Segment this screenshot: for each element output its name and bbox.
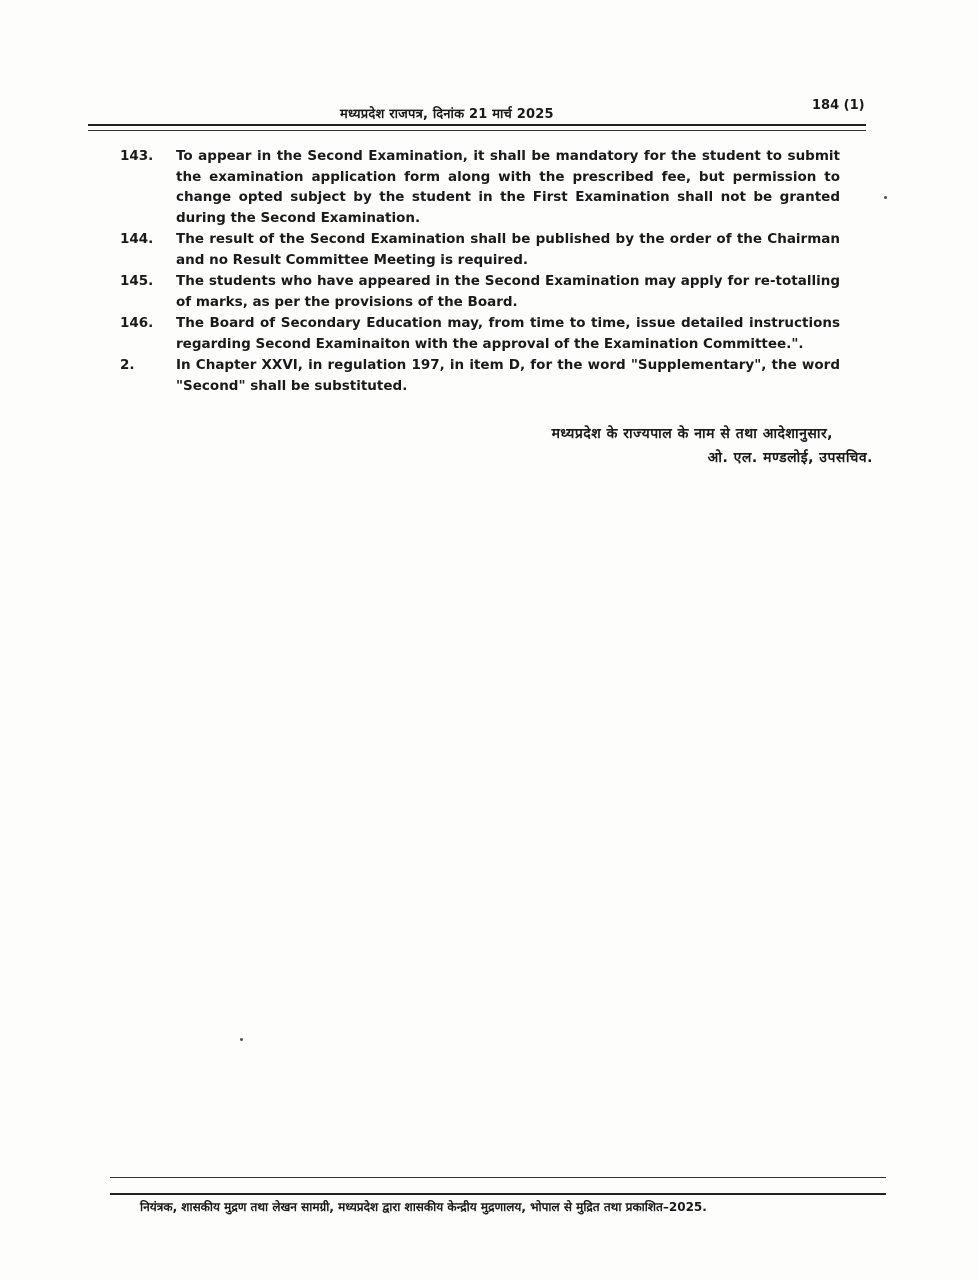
- clause-number: 146.: [120, 315, 154, 331]
- clause-list: [120, 146, 840, 397]
- clause-number: 143.: [120, 148, 154, 164]
- footer-rule-bottom: [110, 1193, 886, 1195]
- signature-authority: मध्यप्रदेश के राज्यपाल के नाम से तथा आदेशानुसार,: [551, 426, 833, 442]
- clause-number: 145.: [120, 273, 154, 289]
- signature-officer: ओ. एल. मण्डलोई, उपसचिव.: [707, 450, 873, 466]
- clause-text: The result of the Second Examination shall be published by the order of the Chairman and no Result Committee Meeting is required.: [176, 231, 840, 268]
- gazette-header-title: मध्यप्रदेश राजपत्र, दिनांक 21 मार्च 2025: [340, 107, 554, 122]
- clause-text: The students who have appeared in the Second Examination may apply for re-totalling of marks, as per the provisions of the Board.: [176, 273, 840, 310]
- clause-144: [120, 229, 840, 270]
- scan-speck: [240, 1038, 243, 1041]
- clause-2: [120, 355, 840, 396]
- scan-speck: [884, 196, 887, 199]
- header-rule-top: [88, 124, 866, 126]
- printer-imprint: नियंत्रक, शासकीय मुद्रण तथा लेखन सामग्री, मध्यप्रदेश द्वारा शासकीय केन्द्रीय मुद्रणालय, भोपाल से मुद्रित तथा प्रकाशित–2025.: [140, 1200, 707, 1214]
- clause-text: In Chapter XXVI, in regulation 197, in item D, for the word "Supplementary", the word "Second" shall be substituted.: [176, 357, 840, 394]
- clause-145: [120, 271, 840, 312]
- footer-rule-top: [110, 1177, 886, 1178]
- clause-text: The Board of Secondary Education may, from time to time, issue detailed instructions regarding Second Examinaiton with the approval of the Examination Committee.".: [176, 315, 840, 352]
- page-number: 184 (1): [812, 98, 865, 113]
- clause-143: [120, 146, 840, 228]
- clause-number: 2.: [120, 357, 135, 373]
- clause-146: [120, 313, 840, 354]
- header-rule-bottom: [88, 130, 866, 131]
- clause-text: To appear in the Second Examination, it shall be mandatory for the student to submit the examination application form along with the prescribed fee, but permission to change opted subject by the student in the First Examination shall not be granted during the Second Examination.: [176, 148, 840, 226]
- clause-number: 144.: [120, 231, 154, 247]
